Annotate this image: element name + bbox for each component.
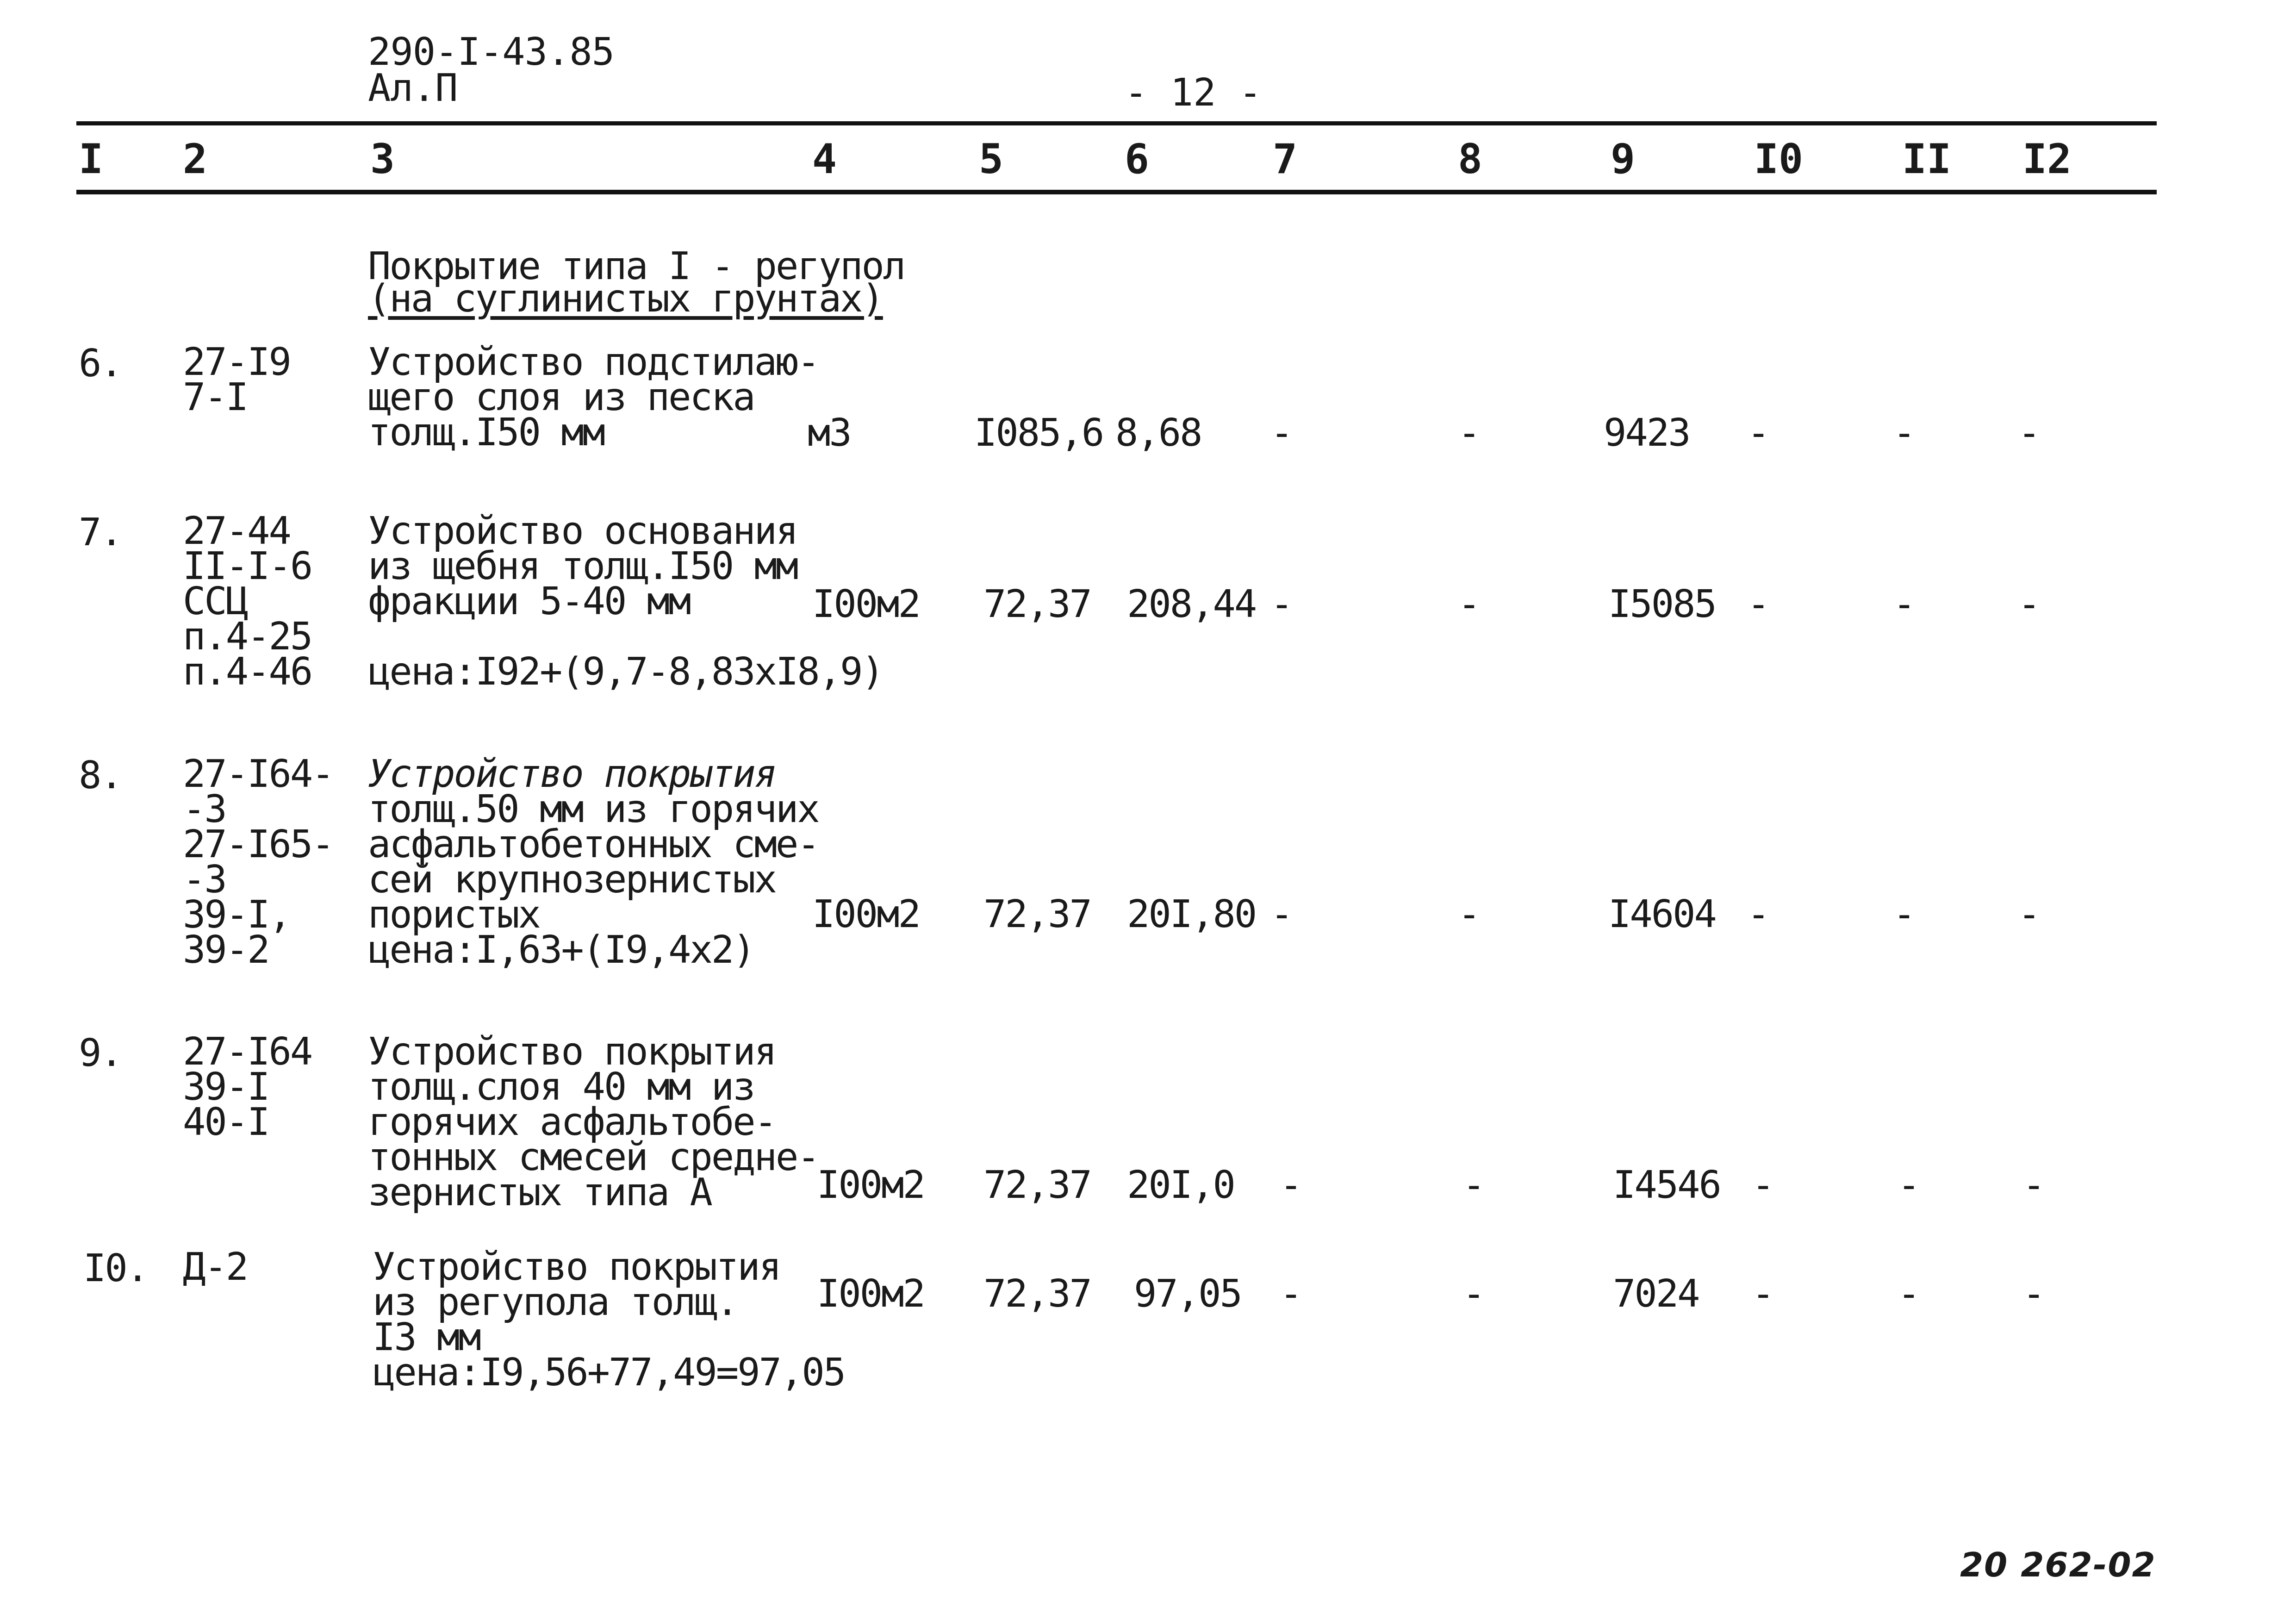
row-col11: - (1898, 1163, 1919, 1207)
row-col5: 72,37 (983, 1272, 1091, 1316)
column-number: 3 (370, 135, 395, 183)
album-label: Ал.П (368, 66, 458, 110)
row-col5: 72,37 (983, 582, 1091, 626)
row-col12: - (2018, 411, 2040, 455)
row-number: 6. (79, 342, 122, 386)
row-col6: 97,05 (1134, 1272, 1241, 1316)
column-number: 6 (1125, 135, 1149, 183)
row-description: Устройство покрытия толщ.слоя 40 мм из горячих асфальтобе- тонных смесей средне- зернистых типа А (368, 1030, 819, 1215)
row-unit: I00м2 (817, 1163, 924, 1207)
row-col9: I5085 (1608, 582, 1716, 626)
row-col11: - (1893, 892, 1915, 936)
row-number: 7. (79, 511, 122, 554)
section-subtitle: (на суглинистых грунтах) (368, 277, 883, 321)
row-col11: - (1898, 1272, 1919, 1316)
row-code: 27-I64 39-I 40-I (183, 1030, 312, 1144)
row-col5: 72,37 (983, 1163, 1091, 1207)
row-code: 27-44 II-I-6 ССЦ п.4-25 п.4-46 (183, 509, 312, 694)
column-number: 8 (1458, 135, 1482, 183)
column-number: 2 (183, 135, 207, 183)
row-description: Устройство покрытия из регупола толщ. I3 мм цена:I9,56+77,49=97,05 (373, 1245, 845, 1395)
column-number: I0 (1754, 135, 1803, 183)
column-number: 9 (1611, 135, 1635, 183)
row-col12: - (2022, 1163, 2044, 1207)
row-col6: 8,68 (1115, 411, 1201, 455)
row-number: 9. (79, 1031, 122, 1075)
row-col7: - (1270, 411, 1292, 455)
row-code: 27-I9 7-I (183, 340, 290, 419)
row-description: Устройство подстилаю- щего слоя из песка толщ.I50 мм (368, 340, 819, 455)
row-col5: I085,6 (974, 411, 1103, 455)
row-col12: - (2018, 582, 2040, 626)
row-col9: I4604 (1608, 892, 1716, 936)
row-code: Д-2 (183, 1245, 248, 1289)
column-number: I (79, 135, 103, 183)
row-col9: 7024 (1613, 1272, 1699, 1316)
top-rule (76, 121, 2157, 125)
row-col8: - (1458, 582, 1480, 626)
column-number: 7 (1273, 135, 1297, 183)
archive-stamp: 20 262-02 (1960, 1545, 2156, 1584)
row-col8: - (1458, 411, 1480, 455)
column-number: 4 (812, 135, 837, 183)
row-number: I0. (83, 1246, 148, 1290)
row-col8: - (1462, 1272, 1484, 1316)
row-col7: - (1280, 1163, 1301, 1207)
row-number: 8. (79, 754, 122, 797)
row-col9: 9423 (1604, 411, 1690, 455)
row-unit: I00м2 (812, 892, 920, 936)
row-description: Устройство основания из щебня толщ.I50 мм фракции 5-40 мм цена:I92+(9,7-8,83хI8,9) (368, 509, 883, 694)
row-col12: - (2022, 1272, 2044, 1316)
row-code: 27-I64- -3 27-I65- -3 39-I, 39-2 (183, 752, 333, 972)
row-col6: 208,44 (1127, 582, 1256, 626)
column-number: 5 (979, 135, 1003, 183)
row-col7: - (1270, 582, 1292, 626)
page-number: - 12 - (1125, 71, 1262, 115)
row-col11: - (1893, 411, 1915, 455)
row-col8: - (1462, 1163, 1484, 1207)
column-number: I2 (2022, 135, 2072, 183)
row-col6: 20I,0 (1127, 1163, 1234, 1207)
document-code: 290-I-43.85 (368, 30, 615, 74)
row-description: Устройство покрытия толщ.50 мм из горячих асфальтобетонных сме- сей крупнозернистых пористых цена:I,63+(I9,4х2) (368, 752, 819, 972)
row-col10: - (1752, 1163, 1773, 1207)
row-col5: 72,37 (983, 892, 1091, 936)
column-number: II (1902, 135, 1951, 183)
header-bottom-rule (76, 190, 2157, 194)
row-unit: м3 (808, 411, 851, 455)
row-col12: - (2018, 892, 2040, 936)
row-col10: - (1747, 582, 1769, 626)
row-col7: - (1280, 1272, 1301, 1316)
row-col9: I4546 (1613, 1163, 1720, 1207)
row-col10: - (1752, 1272, 1773, 1316)
row-unit: I00м2 (812, 582, 920, 626)
section-title: Покрытие типа I - регупол (368, 244, 905, 288)
row-col10: - (1747, 892, 1769, 936)
row-col10: - (1747, 411, 1769, 455)
row-col11: - (1893, 582, 1915, 626)
row-unit: I00м2 (817, 1272, 924, 1316)
row-col8: - (1458, 892, 1480, 936)
row-col6: 20I,80 (1127, 892, 1256, 936)
row-col7: - (1270, 892, 1292, 936)
